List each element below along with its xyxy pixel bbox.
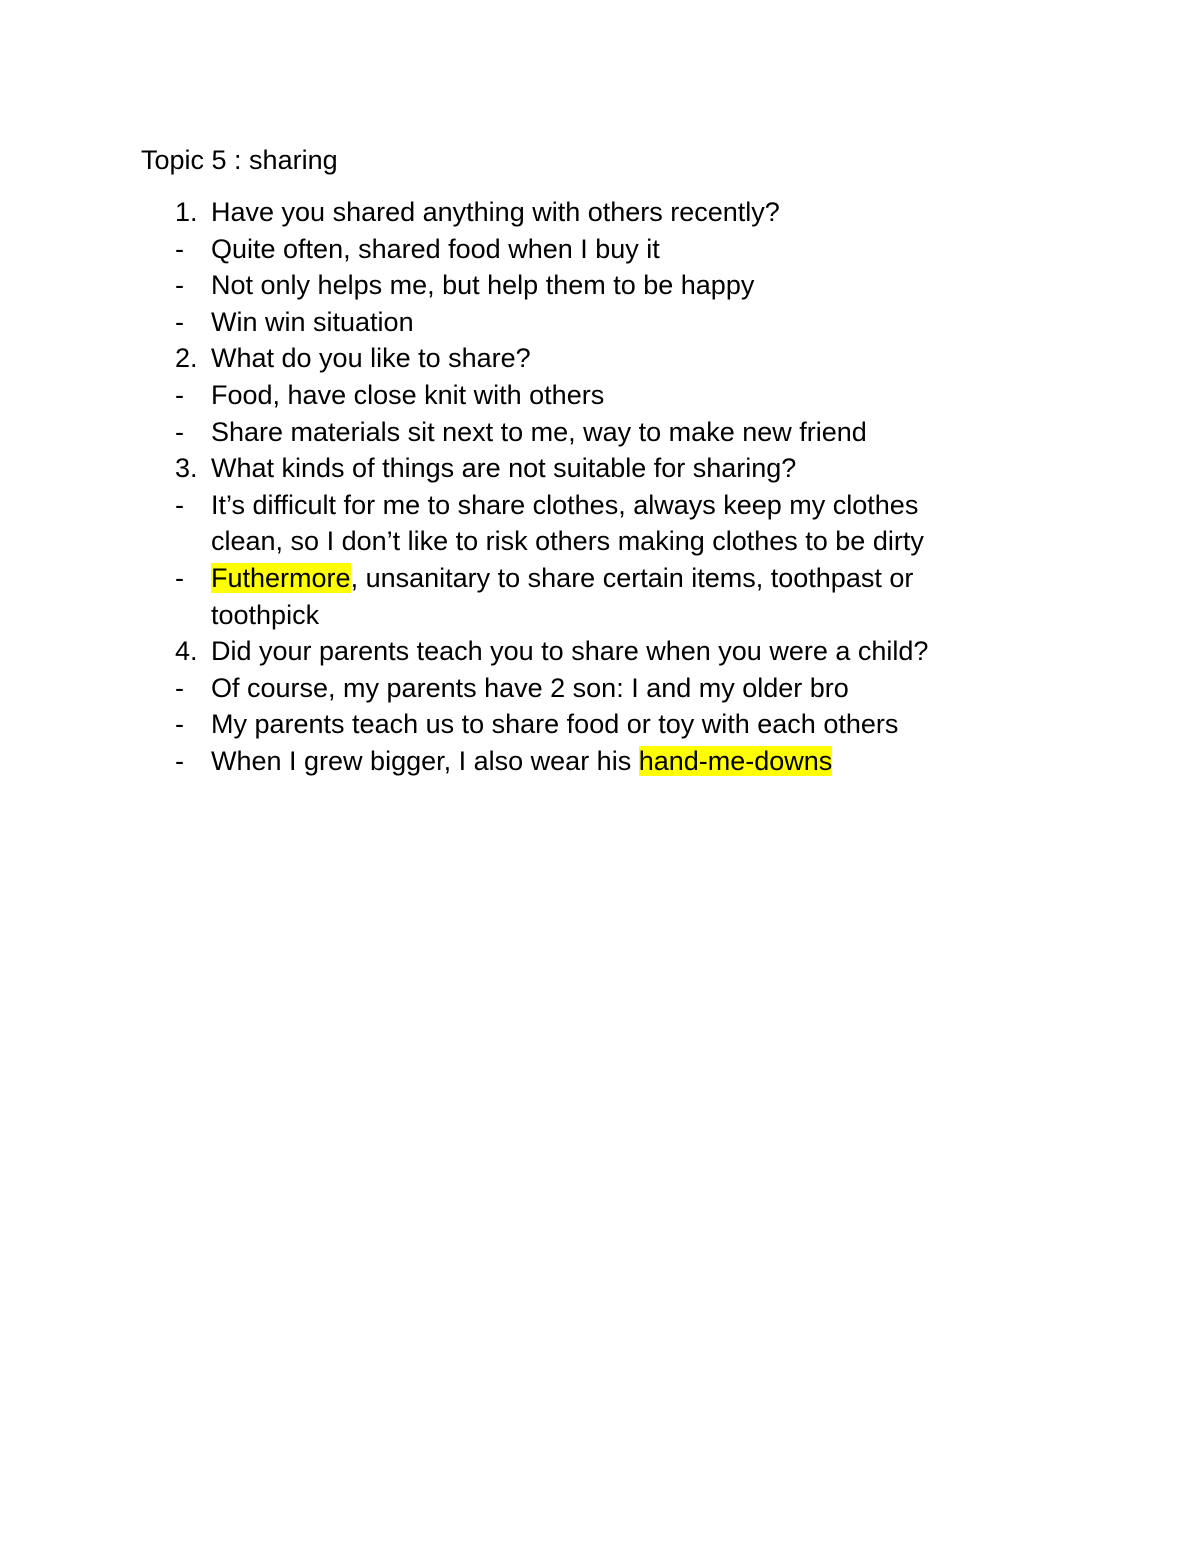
- answer-text: clean, so I don’t like to risk others making clothes to be dirty: [211, 526, 924, 557]
- answer-text: Win win situation: [211, 306, 414, 337]
- question-text: Have you shared anything with others recently?: [211, 197, 780, 227]
- highlighted-word: hand-me-downs: [638, 745, 833, 776]
- list-item: [0, 450, 1200, 487]
- list-item: [0, 670, 1200, 707]
- list-item: [0, 560, 1200, 597]
- list-marker: -: [175, 379, 184, 410]
- answer-text-rest: , unsanitary to share certain items, toothpast or: [350, 562, 914, 593]
- list-marker: 2.: [175, 343, 198, 374]
- list-marker: -: [175, 745, 184, 776]
- answer-text: Of course, my parents have 2 son: I and my older bro: [211, 672, 849, 703]
- question-text: Did your parents teach you to share when you were a child?: [211, 636, 929, 667]
- question-text: What kinds of things are not suitable for sharing?: [211, 453, 797, 484]
- list-item: [0, 267, 1200, 304]
- list-item: [0, 231, 1200, 268]
- list-marker: -: [175, 672, 184, 703]
- list-marker: -: [175, 416, 184, 447]
- list-item: [0, 304, 1200, 341]
- list-item: [0, 487, 1200, 524]
- list-item-continuation: [0, 597, 1200, 634]
- answer-text: Not only helps me, but help them to be happy: [211, 270, 755, 301]
- list-item: [0, 743, 1200, 780]
- list-marker: -: [175, 489, 184, 520]
- answer-text: toothpick: [211, 599, 320, 630]
- highlighted-word: Futhermore: [211, 562, 351, 593]
- document-body: [0, 194, 1200, 780]
- answer-text: Quite often, shared food when I buy it: [211, 233, 660, 264]
- list-marker: 3.: [175, 453, 198, 484]
- list-item: [0, 633, 1200, 670]
- list-marker: -: [175, 306, 184, 337]
- list-item: [0, 706, 1200, 743]
- document-title: Topic 5 : sharing: [141, 145, 338, 175]
- list-marker: 1.: [175, 197, 198, 227]
- answer-text: It’s difficult for me to share clothes, always keep my clothes: [211, 489, 919, 520]
- answer-text: My parents teach us to share food or toy with each others: [211, 709, 899, 740]
- list-marker: 4.: [175, 636, 198, 667]
- list-marker: -: [175, 709, 184, 740]
- list-marker: -: [175, 562, 184, 593]
- list-item: [0, 414, 1200, 451]
- answer-text: Share materials sit next to me, way to make new friend: [211, 416, 867, 447]
- list-item: [0, 194, 1200, 231]
- answer-text-start: When I grew bigger, I also wear his: [211, 745, 639, 776]
- list-item-continuation: [0, 523, 1200, 560]
- answer-text: [211, 560, 913, 597]
- list-item: [0, 377, 1200, 414]
- answer-text: [211, 743, 832, 780]
- question-text: What do you like to share?: [211, 343, 531, 374]
- list-marker: -: [175, 233, 184, 264]
- answer-text: Food, have close knit with others: [211, 379, 605, 410]
- list-marker: -: [175, 270, 184, 301]
- list-item: [0, 340, 1200, 377]
